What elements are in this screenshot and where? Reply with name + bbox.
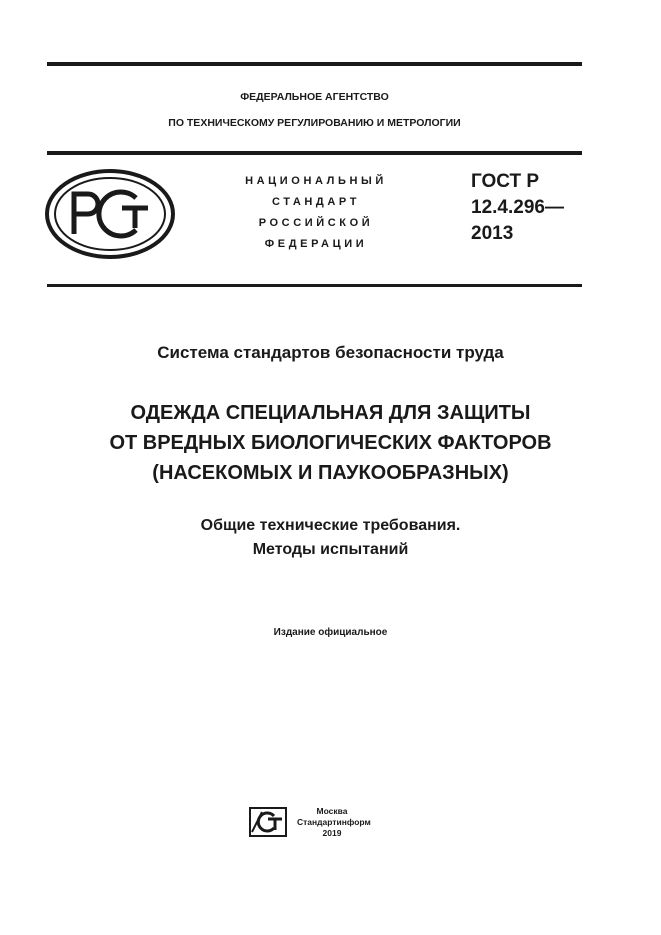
designation-line: 12.4.296— [471, 197, 564, 218]
national-line: СТАНДАРТ [271, 196, 361, 208]
system-title: Система стандартов безопасности труда [157, 343, 504, 362]
designation-line: 2013 [471, 223, 514, 244]
subtitle-line: Методы испытаний [252, 541, 409, 558]
national-line: РОССИЙСКОЙ [258, 217, 374, 229]
standard-designation [471, 169, 564, 247]
subtitle [0, 514, 661, 562]
main-title-line: ОДЕЖДА СПЕЦИАЛЬНАЯ ДЛЯ ЗАЩИТЫ [130, 402, 531, 424]
designation-line: ГОСТ Р [471, 171, 540, 192]
main-title-line: (НАСЕКОМЫХ И ПАУКООБРАЗНЫХ) [152, 462, 509, 484]
publisher-year: 2019 [322, 828, 342, 838]
main-title [0, 398, 661, 488]
national-standard-label [225, 171, 407, 255]
national-line: ФЕДЕРАЦИИ [264, 238, 368, 250]
publisher-name: Стандартинформ [297, 817, 371, 827]
national-line: НАЦИОНАЛЬНЫЙ [245, 175, 387, 187]
subtitle-line: Общие технические требования. [200, 517, 461, 534]
agency-line-2: ПО ТЕХНИЧЕСКОМУ РЕГУЛИРОВАНИЮ И МЕТРОЛОГИИ [168, 117, 461, 129]
main-title-line: ОТ ВРЕДНЫХ БИОЛОГИЧЕСКИХ ФАКТОРОВ [109, 432, 552, 454]
rst-mark-icon [44, 168, 176, 260]
top-rule [47, 62, 582, 66]
publisher-imprint [297, 806, 371, 839]
publisher-city: Москва [316, 806, 348, 816]
edition-label: Издание официальное [273, 627, 388, 638]
header-rule [47, 151, 582, 155]
title-rule [47, 284, 582, 287]
agency-line-1: ФЕДЕРАЛЬНОЕ АГЕНТСТВО [240, 91, 389, 103]
standartinform-logo-icon [248, 806, 288, 838]
